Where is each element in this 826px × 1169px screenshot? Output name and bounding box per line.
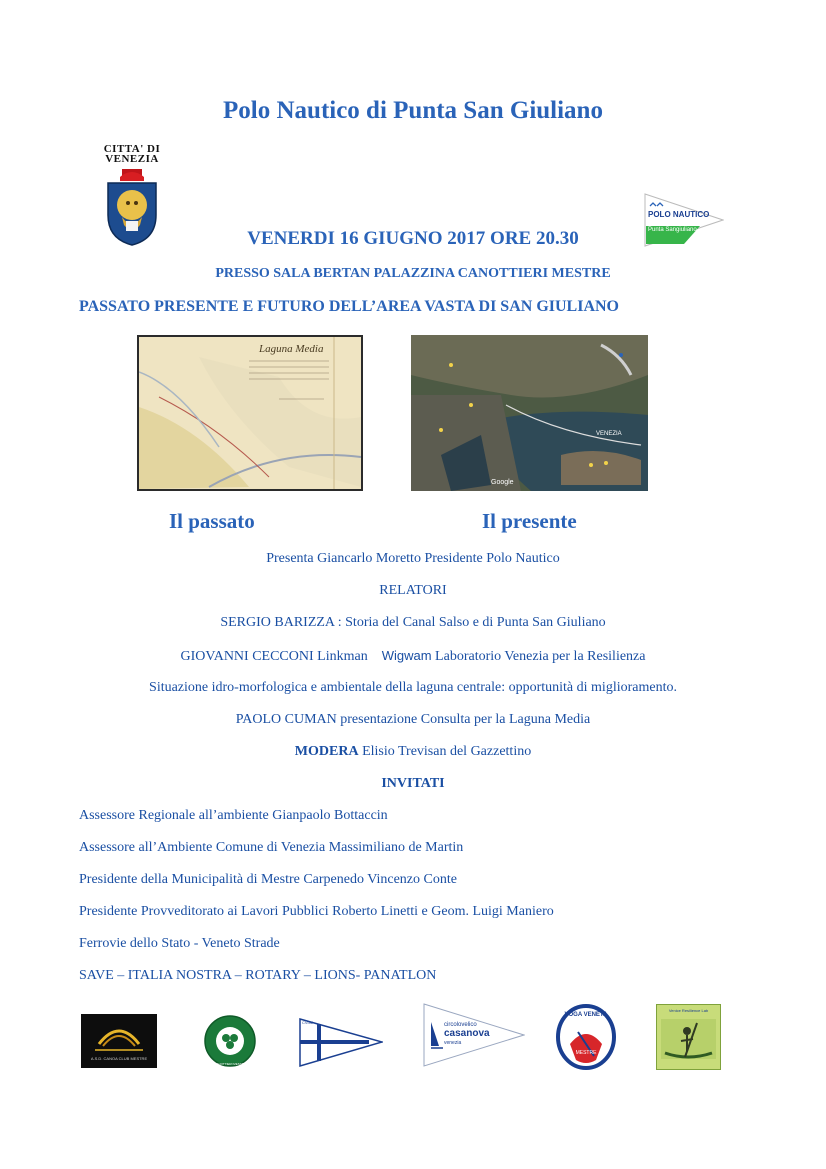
casanova-text1: circolovelico [444, 1022, 477, 1028]
polo-logo-line1: POLO NAUTICO [648, 210, 710, 219]
voga-veneta-text1: VOGA VENETA [564, 1012, 608, 1018]
event-venue: PRESSO SALA BERTAN PALAZZINA CANOTTIERI MESTRE [215, 266, 611, 281]
resilience-lab-emblem-icon [657, 1005, 720, 1069]
moderator-line [0, 744, 826, 760]
speaker-cecconi-wigwam: Wigwam [381, 648, 432, 663]
page-title: Polo Nautico di Punta San Giuliano [223, 97, 603, 124]
invitato-item: Presidente della Municipalità di Mestre Carpenedo Vincenzo Conte [79, 872, 457, 887]
canoa-club-mestre-logo [81, 1014, 157, 1068]
casanova-text2: casanova [444, 1028, 490, 1039]
speaker-barizza: SERGIO BARIZZA : Storia del Canal Salso e di Punta San Giuliano [220, 615, 606, 630]
canoa-club-text: A.S.D. CANOA CLUB MESTRE [90, 1056, 148, 1061]
historic-map-image [137, 335, 363, 491]
speaker-cecconi [0, 648, 826, 665]
voga-veneta-mestre-logo [556, 1004, 616, 1070]
satellite-label-google: Google [491, 479, 514, 486]
voga-veneta-text2: MESTRE [575, 1050, 597, 1056]
canottieri-mestre-text: CANOTTIERI MESTRE [214, 1062, 246, 1066]
caption-present: Il presente [482, 509, 577, 533]
speaker-cecconi-org: Laboratorio Venezia per la Resilienza [435, 649, 646, 664]
venice-resilience-lab-logo [656, 1004, 721, 1070]
invitato-item: Presidente Provveditorato ai Lavori Pubblici Roberto Linetti e Geom. Luigi Maniero [79, 904, 554, 919]
casanova-text3: venezia [444, 1040, 462, 1046]
circolo-velico-casanova-logo [423, 1002, 525, 1068]
speaker-cecconi-name: GIOVANNI CECCONI Linkman [180, 649, 368, 664]
historic-map-drawing [139, 337, 361, 489]
invitato-item: Ferrovie dello Stato - Veneto Strade [79, 936, 280, 951]
presenter-line: Presenta Giancarlo Moretto Presidente Polo Nautico [266, 551, 560, 566]
city-logo-line1: CITTA' DI [103, 143, 161, 155]
event-subject: PASSATO PRESENTE E FUTURO DELL’AREA VASTA DI SAN GIULIANO [79, 298, 619, 315]
moderator-name: Elisio Trevisan del Gazzettino [362, 744, 532, 759]
relatori-heading: RELATORI [379, 583, 447, 598]
cvm-text: CVdM [302, 1020, 314, 1025]
speaker-cuman: PAOLO CUMAN presentazione Consulta per la Laguna Media [235, 712, 591, 727]
canottieri-mestre-logo [203, 1014, 257, 1068]
historic-map-title: Laguna Media [259, 343, 324, 355]
moderator-label: MODERA [294, 744, 359, 759]
satellite-map-image [411, 335, 648, 491]
event-date: VENERDI 16 GIUGNO 2017 ORE 20.30 [247, 228, 579, 249]
invitati-heading: INVITATI [381, 776, 445, 791]
satellite-drawing [411, 335, 648, 491]
canottieri-mestre-emblem-icon [203, 1014, 257, 1068]
invitato-item: SAVE – ITALIA NOSTRA – ROTARY – LIONS- PANATLON [79, 968, 437, 983]
speaker-cecconi-topic: Situazione idro-morfologica e ambientale della laguna centrale: opportunità di miglioramento. [149, 680, 677, 695]
cvm-pennant-logo [299, 1016, 383, 1068]
polo-logo-line2: Punta Sangiuliano [648, 227, 697, 233]
caption-past: Il passato [169, 509, 255, 533]
city-logo-line2: VENEZIA [105, 153, 159, 165]
resilience-lab-text: Venice Resilience Lab [668, 1008, 709, 1013]
invitato-item: Assessore Regionale all’ambiente Gianpaolo Bottaccin [79, 808, 388, 823]
satellite-label-venezia: VENEZIA [596, 431, 622, 437]
invitato-item: Assessore all’Ambiente Comune di Venezia Massimiliano de Martin [79, 840, 464, 855]
